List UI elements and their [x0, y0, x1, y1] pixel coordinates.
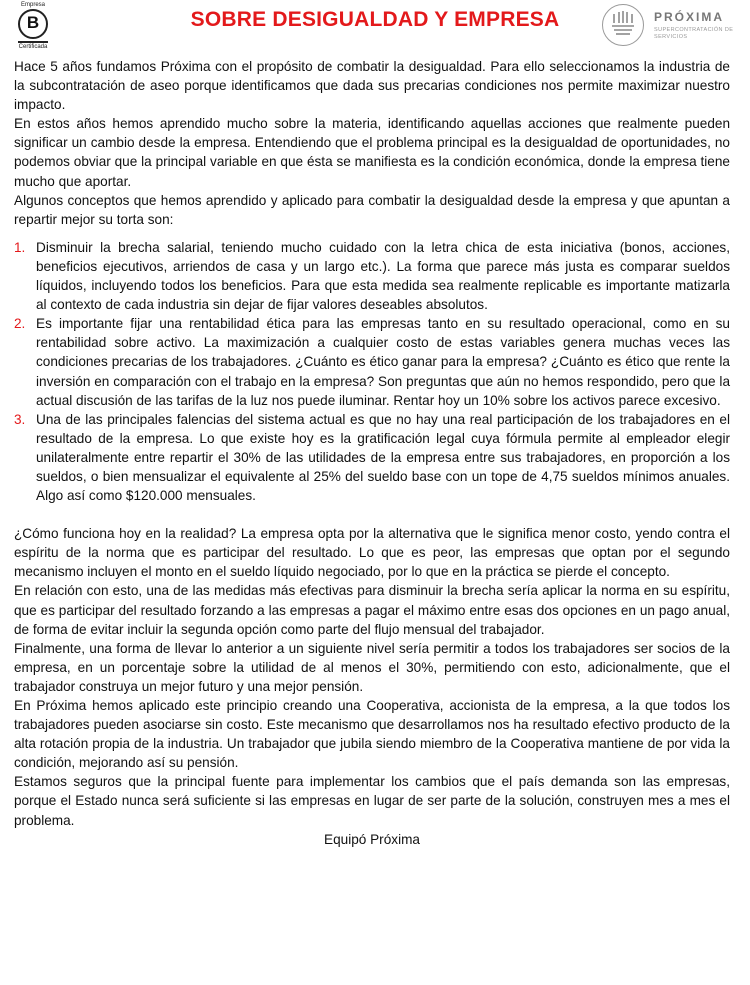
body-paragraph: Finalmente, una forma de llevar lo anterior a un siguiente nivel sería permitir a todos los trabajadores ser socios de la empresa, en un porcentaje sobre la utilidad de al menos el 30%, permitiendo con esto, adicionalmente, que el trabajador construya un mejor futuro y una mejor pensión.	[14, 640, 730, 694]
list-item-text: Una de las principales falencias del sistema actual es que no hay una real participación de los trabajadores en el resultado de la empresa. Lo que existe hoy es la gratificación legal cuya fórmula permite al empleador elegir unilateralmente entre repartir el 30% de las utilidades de la empresa entre sus trabajadores, en proporción a los sueldos, o bien mensualizar el equivalente al 25% del sueldo base con un tope de 4,75 sueldos mínimos anuales. Algo así como $120.000 mensuales.	[36, 411, 730, 504]
list-number: 1.	[14, 239, 26, 255]
signature: Equipó Próxima	[324, 831, 420, 847]
b-corp-top-text: Empresa	[20, 2, 45, 8]
list-item	[14, 410, 730, 505]
logo-tagline: SUPERCONTRATACIÓN DE SERVICIOS	[654, 27, 734, 40]
intro-paragraph: Algunos conceptos que hemos aprendido y aplicado para combatir la desigualdad desde la empresa y que apuntan a repartir mejor su torta son:	[14, 192, 730, 227]
page-title: SOBRE DESIGUALDAD Y EMPRESA	[190, 8, 560, 31]
b-corp-bottom-text: Certificada	[18, 43, 48, 50]
list-number: 3.	[14, 411, 26, 427]
body-paragraph: Estamos seguros que la principal fuente para implementar los cambios que el país demanda son las empresas, porque el Estado nunca será suficiente si las empresas en lugar de ser parte de la solución, construyen mes a mes el problema.	[14, 774, 730, 828]
section-spacer	[14, 505, 730, 524]
crown-icon	[602, 4, 644, 46]
list-item-text: Es importante fijar una rentabilidad ética para las empresas tanto en su resultado operacional, como en su rentabilidad sobre activo. La maximización a cualquier costo de estas variables genera muchas veces las condiciones precarias de los trabajadores. ¿Cuánto es ético ganar para la empresa? ¿Cuánto es ético que rente la inversión en comparación con el trabajo en la empresa? Son preguntas que aún no hemos respondido, pero que la actual discusión de las tarifas de la luz nos puede iluminar. Rentar hoy un 10% sobre los activos parece excesivo.	[36, 316, 730, 408]
b-corp-letter: B	[26, 13, 40, 32]
numbered-list	[14, 238, 730, 505]
body-paragraph: ¿Cómo funciona hoy en la realidad? La empresa opta por la alternativa que le significa menor costo, yendo contra el espíritu de la norma que es participar del resultado. Lo que es peor, las empresas que optan por el segundo mecanismo incluyen el monto en el sueldo líquido negociado, por lo que en la práctica se pierde el concepto.	[14, 526, 730, 580]
list-item-text: Disminuir la brecha salarial, teniendo mucho cuidado con la letra chica de esta iniciativa (bonos, acciones, beneficios ejecutivos, arriendos de casa y un largo etc.). La forma que parece más justa es comparar sueldos líquidos, incluyendo todos los beneficios. Para que esta medida sea realmente replicable es importante matizarla al contexto de cada industria sin dejar de fijar valores deseables absolutos.	[36, 239, 730, 313]
list-item	[14, 314, 730, 409]
proxima-logo	[602, 4, 746, 48]
b-corp-rule	[18, 41, 48, 43]
list-item	[14, 238, 730, 314]
list-number: 2.	[14, 316, 26, 332]
intro-paragraph: En estos años hemos aprendido mucho sobre la materia, identificando aquellas acciones que realmente pueden significar un cambio desde la empresa. Entendiendo que el problema principal es la desigualdad de oportunidades, no podemos obviar que la principal variable en que ésta se manifiesta es la condición económica, donde la empresa tiene mucho que aportar.	[14, 116, 730, 189]
logo-name: PRÓXIMA	[654, 10, 725, 24]
body-paragraph: En Próxima hemos aplicado este principio creando una Cooperativa, accionista de la empresa, a la que todos los trabajadores pueden asociarse sin costo. Este mecanismo que desarrollamos nos ha resultado efectivo producto de la alta rotación propia de la industria. Un trabajador que jubila siendo miembro de la Cooperativa mantiene de por vida la condición, mejorando así su pensión.	[14, 698, 730, 771]
document-body	[14, 57, 730, 849]
body-paragraph: En relación con esto, una de las medidas más efectivas para disminuir la brecha sería aplicar la norma en su espíritu, que es participar del resultado forzando a las empresas a pagar el máximo entre esas dos opciones en un pago anual, de forma de evitar incluir la segunda opción como parte del flujo mensual del trabajador.	[14, 583, 730, 637]
document-header	[0, 0, 750, 52]
intro-paragraph: Hace 5 años fundamos Próxima con el propósito de combatir la desigualdad. Para ello seleccionamos la industria de la subcontratación de aseo porque identificamos que dada sus precarias condiciones nos permite maximizar nuestro impacto.	[14, 59, 730, 113]
